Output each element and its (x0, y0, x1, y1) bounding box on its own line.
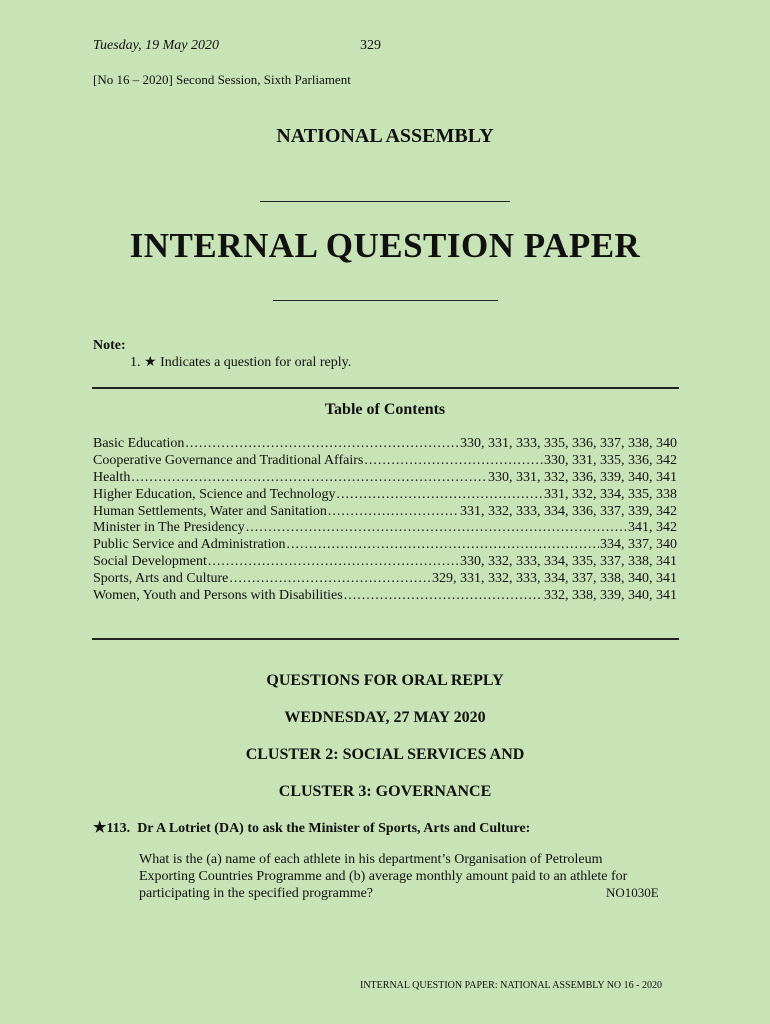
toc-topic: Sports, Arts and Culture (93, 571, 229, 587)
question-heading (93, 818, 530, 837)
header-date: Tuesday, 19 May 2020 (93, 38, 219, 53)
toc-entry (93, 554, 677, 571)
toc-topic: Minister in The Presidency (93, 520, 245, 536)
toc-entry (93, 537, 677, 554)
toc-topic: Women, Youth and Persons with Disabilities (93, 588, 343, 604)
toc-topic: Public Service and Administration (93, 537, 286, 553)
question-heading-text: Dr A Lotriet (DA) to ask the Minister of Sports, Arts and Culture: (137, 821, 531, 836)
section-heading-cluster3: CLUSTER 3: GOVERNANCE (278, 783, 492, 800)
toc-topic: Basic Education (93, 436, 185, 451)
star-icon: ★ (93, 820, 107, 836)
toc-pages: 331, 332, 333, 334, 336, 337, 339, 342 (460, 503, 677, 519)
toc-pages: 330, 331, 335, 336, 342 (544, 452, 677, 468)
toc-entry (93, 470, 677, 487)
question-line: participating in the specified programme? (139, 886, 374, 901)
note-item (130, 354, 351, 371)
toc-pages: 330, 331, 332, 336, 339, 340, 341 (488, 469, 677, 485)
section-heading-cluster2: CLUSTER 2: SOCIAL SERVICES AND (245, 746, 525, 763)
question-code: NO1030E (606, 885, 659, 900)
table-of-contents (93, 436, 677, 605)
toc-pages: 341, 342 (628, 520, 677, 536)
toc-title: Table of Contents (324, 401, 446, 418)
toc-pages: 334, 337, 340 (600, 537, 677, 553)
toc-topic: Social Development (93, 554, 207, 570)
toc-pages: 330, 331, 333, 335, 336, 337, 338, 340 (460, 436, 677, 451)
toc-pages: 332, 338, 339, 340, 341 (544, 588, 677, 604)
note-label: Note: (93, 338, 126, 353)
session-info: [No 16 – 2020] Second Session, Sixth Parliament (93, 72, 351, 87)
question-line: What is the (a) name of each athlete in his department’s Organisation of Petroleum (139, 852, 603, 867)
toc-entry (93, 520, 677, 537)
page-footer: INTERNAL QUESTION PAPER: NATIONAL ASSEMBLY NO 16 - 2020 (360, 980, 662, 991)
page-number: 329 (360, 38, 381, 53)
toc-pages: 329, 331, 332, 333, 334, 337, 338, 340, 341 (432, 571, 677, 587)
star-icon: ★ (144, 355, 157, 370)
question-line: Exporting Countries Programme and (b) average monthly amount paid to an athlete for (139, 869, 628, 884)
toc-entry (93, 571, 677, 588)
toc-entry (93, 588, 677, 605)
page-title: INTERNAL QUESTION PAPER (129, 226, 641, 265)
question-body (139, 851, 679, 902)
assembly-heading: NATIONAL ASSEMBLY (276, 125, 494, 147)
toc-topic: Cooperative Governance and Traditional Affairs (93, 452, 364, 468)
divider (92, 638, 679, 640)
note-item-text: Indicates a question for oral reply. (160, 355, 352, 370)
toc-topic: Human Settlements, Water and Sanitation (93, 503, 327, 519)
toc-pages: 330, 332, 333, 334, 335, 337, 338, 341 (460, 554, 677, 570)
section-heading-date: WEDNESDAY, 27 MAY 2020 (284, 709, 486, 726)
toc-entry (93, 436, 677, 453)
divider (92, 387, 679, 389)
toc-pages: 331, 332, 334, 335, 338 (544, 486, 677, 502)
toc-topic: Higher Education, Science and Technology (93, 486, 336, 502)
toc-entry (93, 453, 677, 470)
divider (260, 201, 510, 202)
divider (273, 300, 498, 301)
question-number: 113. (106, 821, 131, 836)
note-item-number: 1. (130, 355, 141, 370)
toc-entry (93, 487, 677, 504)
toc-topic: Health (93, 469, 131, 485)
section-heading-oral: QUESTIONS FOR ORAL REPLY (266, 672, 504, 689)
toc-entry (93, 504, 677, 521)
